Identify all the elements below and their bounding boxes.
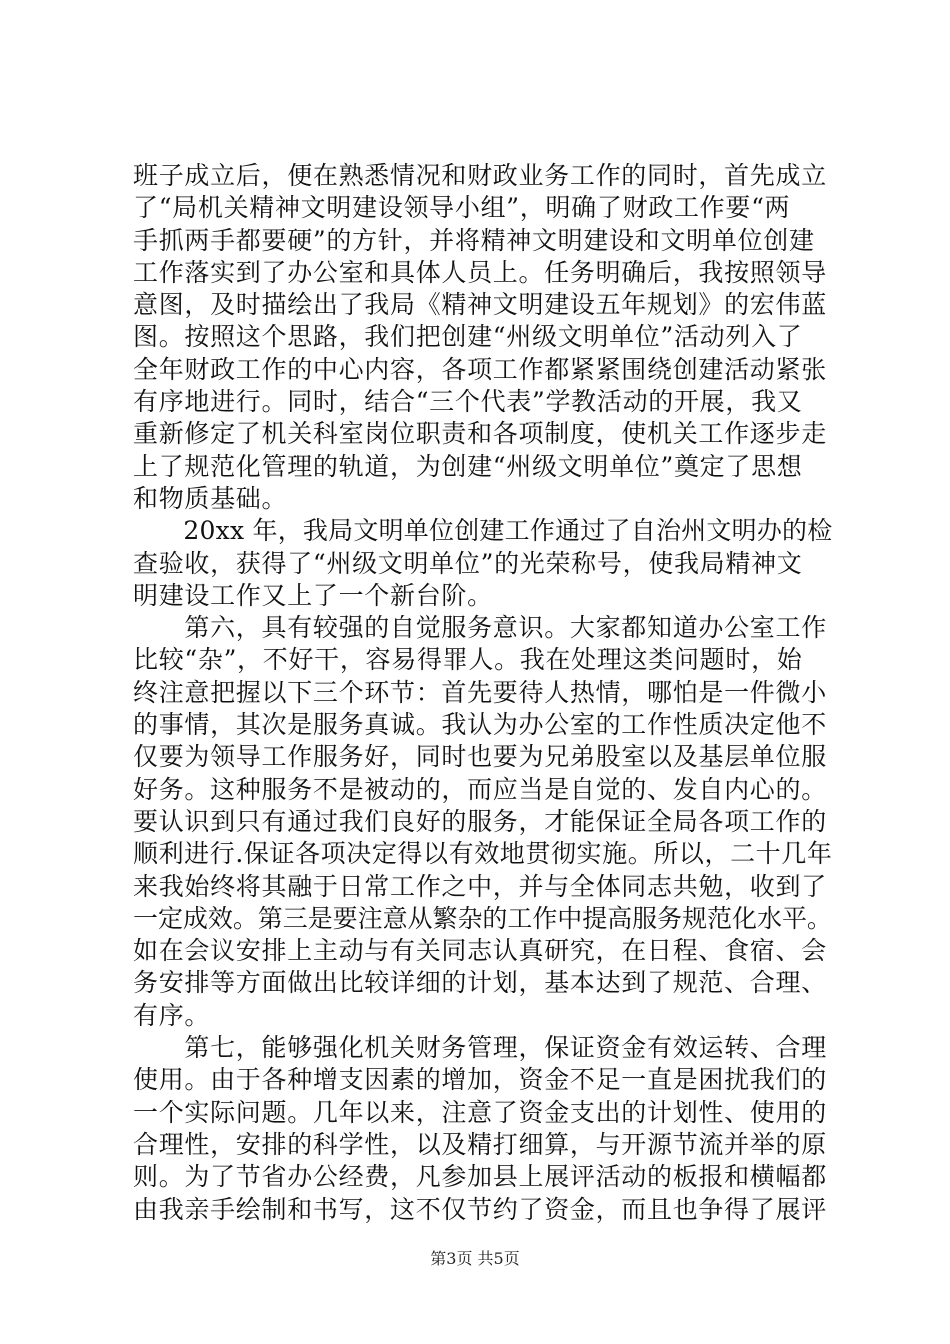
body-text xyxy=(133,160,833,1226)
text-line: 顺利进行.保证各项决定得以有效地贯彻实施。所以，二十几年 xyxy=(133,839,833,869)
text-line: 有序。 xyxy=(133,1000,211,1030)
text-line: 仅要为领导工作服务好，同时也要为兄弟股室以及基层单位服 xyxy=(133,742,827,772)
text-line: 第七，能够强化机关财务管理，保证资金有效运转、合理 xyxy=(133,1033,827,1063)
text-line: 比较“杂”，不好干，容易得罪人。我在处理这类问题时，始 xyxy=(133,645,803,675)
text-line: 则。为了节省办公经费，凡参加县上展评活动的板报和横幅都 xyxy=(133,1162,827,1192)
text-line: 第六，具有较强的自觉服务意识。大家都知道办公室工作 xyxy=(133,613,827,643)
page-footer: 第3页 共5页 xyxy=(430,1249,520,1268)
text-line: 的事情，其次是服务真诚。我认为办公室的工作性质决定他不 xyxy=(133,710,827,740)
text-line: 一定成效。第三是要注意从繁杂的工作中提高服务规范化水平。 xyxy=(133,903,832,933)
text-line: 终注意把握以下三个环节：首先要待人热情，哪怕是一件微小 xyxy=(133,677,827,707)
text-line: 如在会议安排上主动与有关同志认真研究，在日程、食宿、会 xyxy=(133,936,827,966)
text-line: 了“局机关精神文明建设领导小组”，明确了财政工作要“两 xyxy=(133,193,791,223)
text-line: 明建设工作又上了一个新台阶。 xyxy=(133,580,493,610)
text-line: 由我亲手绘制和书写，这不仅节约了资金，而且也争得了展评 xyxy=(133,1194,827,1224)
text-line: 一个实际问题。几年以来，注意了资金支出的计划性、使用的 xyxy=(133,1097,827,1127)
text-line: 合理性，安排的科学性，以及精打细算，与开源节流并举的原 xyxy=(133,1129,827,1159)
text-line: 班子成立后，便在熟悉情况和财政业务工作的同时，首先成立 xyxy=(133,161,827,190)
text-line: 查验收，获得了“州级文明单位”的光荣称号，使我局精神文 xyxy=(133,548,803,578)
text-line: 重新修定了机关科室岗位职责和各项制度，使机关工作逐步走 xyxy=(133,419,827,449)
text-line: 上了规范化管理的轨道，为创建“州级文明单位”奠定了思想 xyxy=(133,451,803,481)
text-line: 好务。这种服务不是被动的，而应当是自觉的、发自内心的。 xyxy=(133,774,827,804)
text-line: 和物质基础。 xyxy=(133,483,288,513)
text-line: 务安排等方面做出比较详细的计划，基本达到了规范、合理、 xyxy=(133,968,827,998)
text-line: 要认识到只有通过我们良好的服务，才能保证全局各项工作的 xyxy=(133,806,827,836)
text-line: 来我始终将其融于日常工作之中，并与全体同志共勉，收到了 xyxy=(133,871,827,901)
text-line: 全年财政工作的中心内容，各项工作都紧紧围绕创建活动紧张 xyxy=(133,354,827,384)
text-line: 图。按照这个思路，我们把创建“州级文明单位”活动列入了 xyxy=(133,322,803,352)
text-line: 20xx 年，我局文明单位创建工作通过了自治州文明办的检 xyxy=(133,516,833,546)
text-line: 使用。由于各种增支因素的增加，资金不足一直是困扰我们的 xyxy=(133,1065,827,1095)
text-line: 意图，及时描绘出了我局《精神文明建设五年规划》的宏伟蓝 xyxy=(133,290,827,320)
text-line: 有序地进行。同时，结合“三个代表”学教活动的开展，我又 xyxy=(133,387,803,417)
text-line: 工作落实到了办公室和具体人员上。任务明确后，我按照领导 xyxy=(133,257,827,287)
text-line: 手抓两手都要硬”的方针，并将精神文明建设和文明单位创建 xyxy=(133,225,815,255)
